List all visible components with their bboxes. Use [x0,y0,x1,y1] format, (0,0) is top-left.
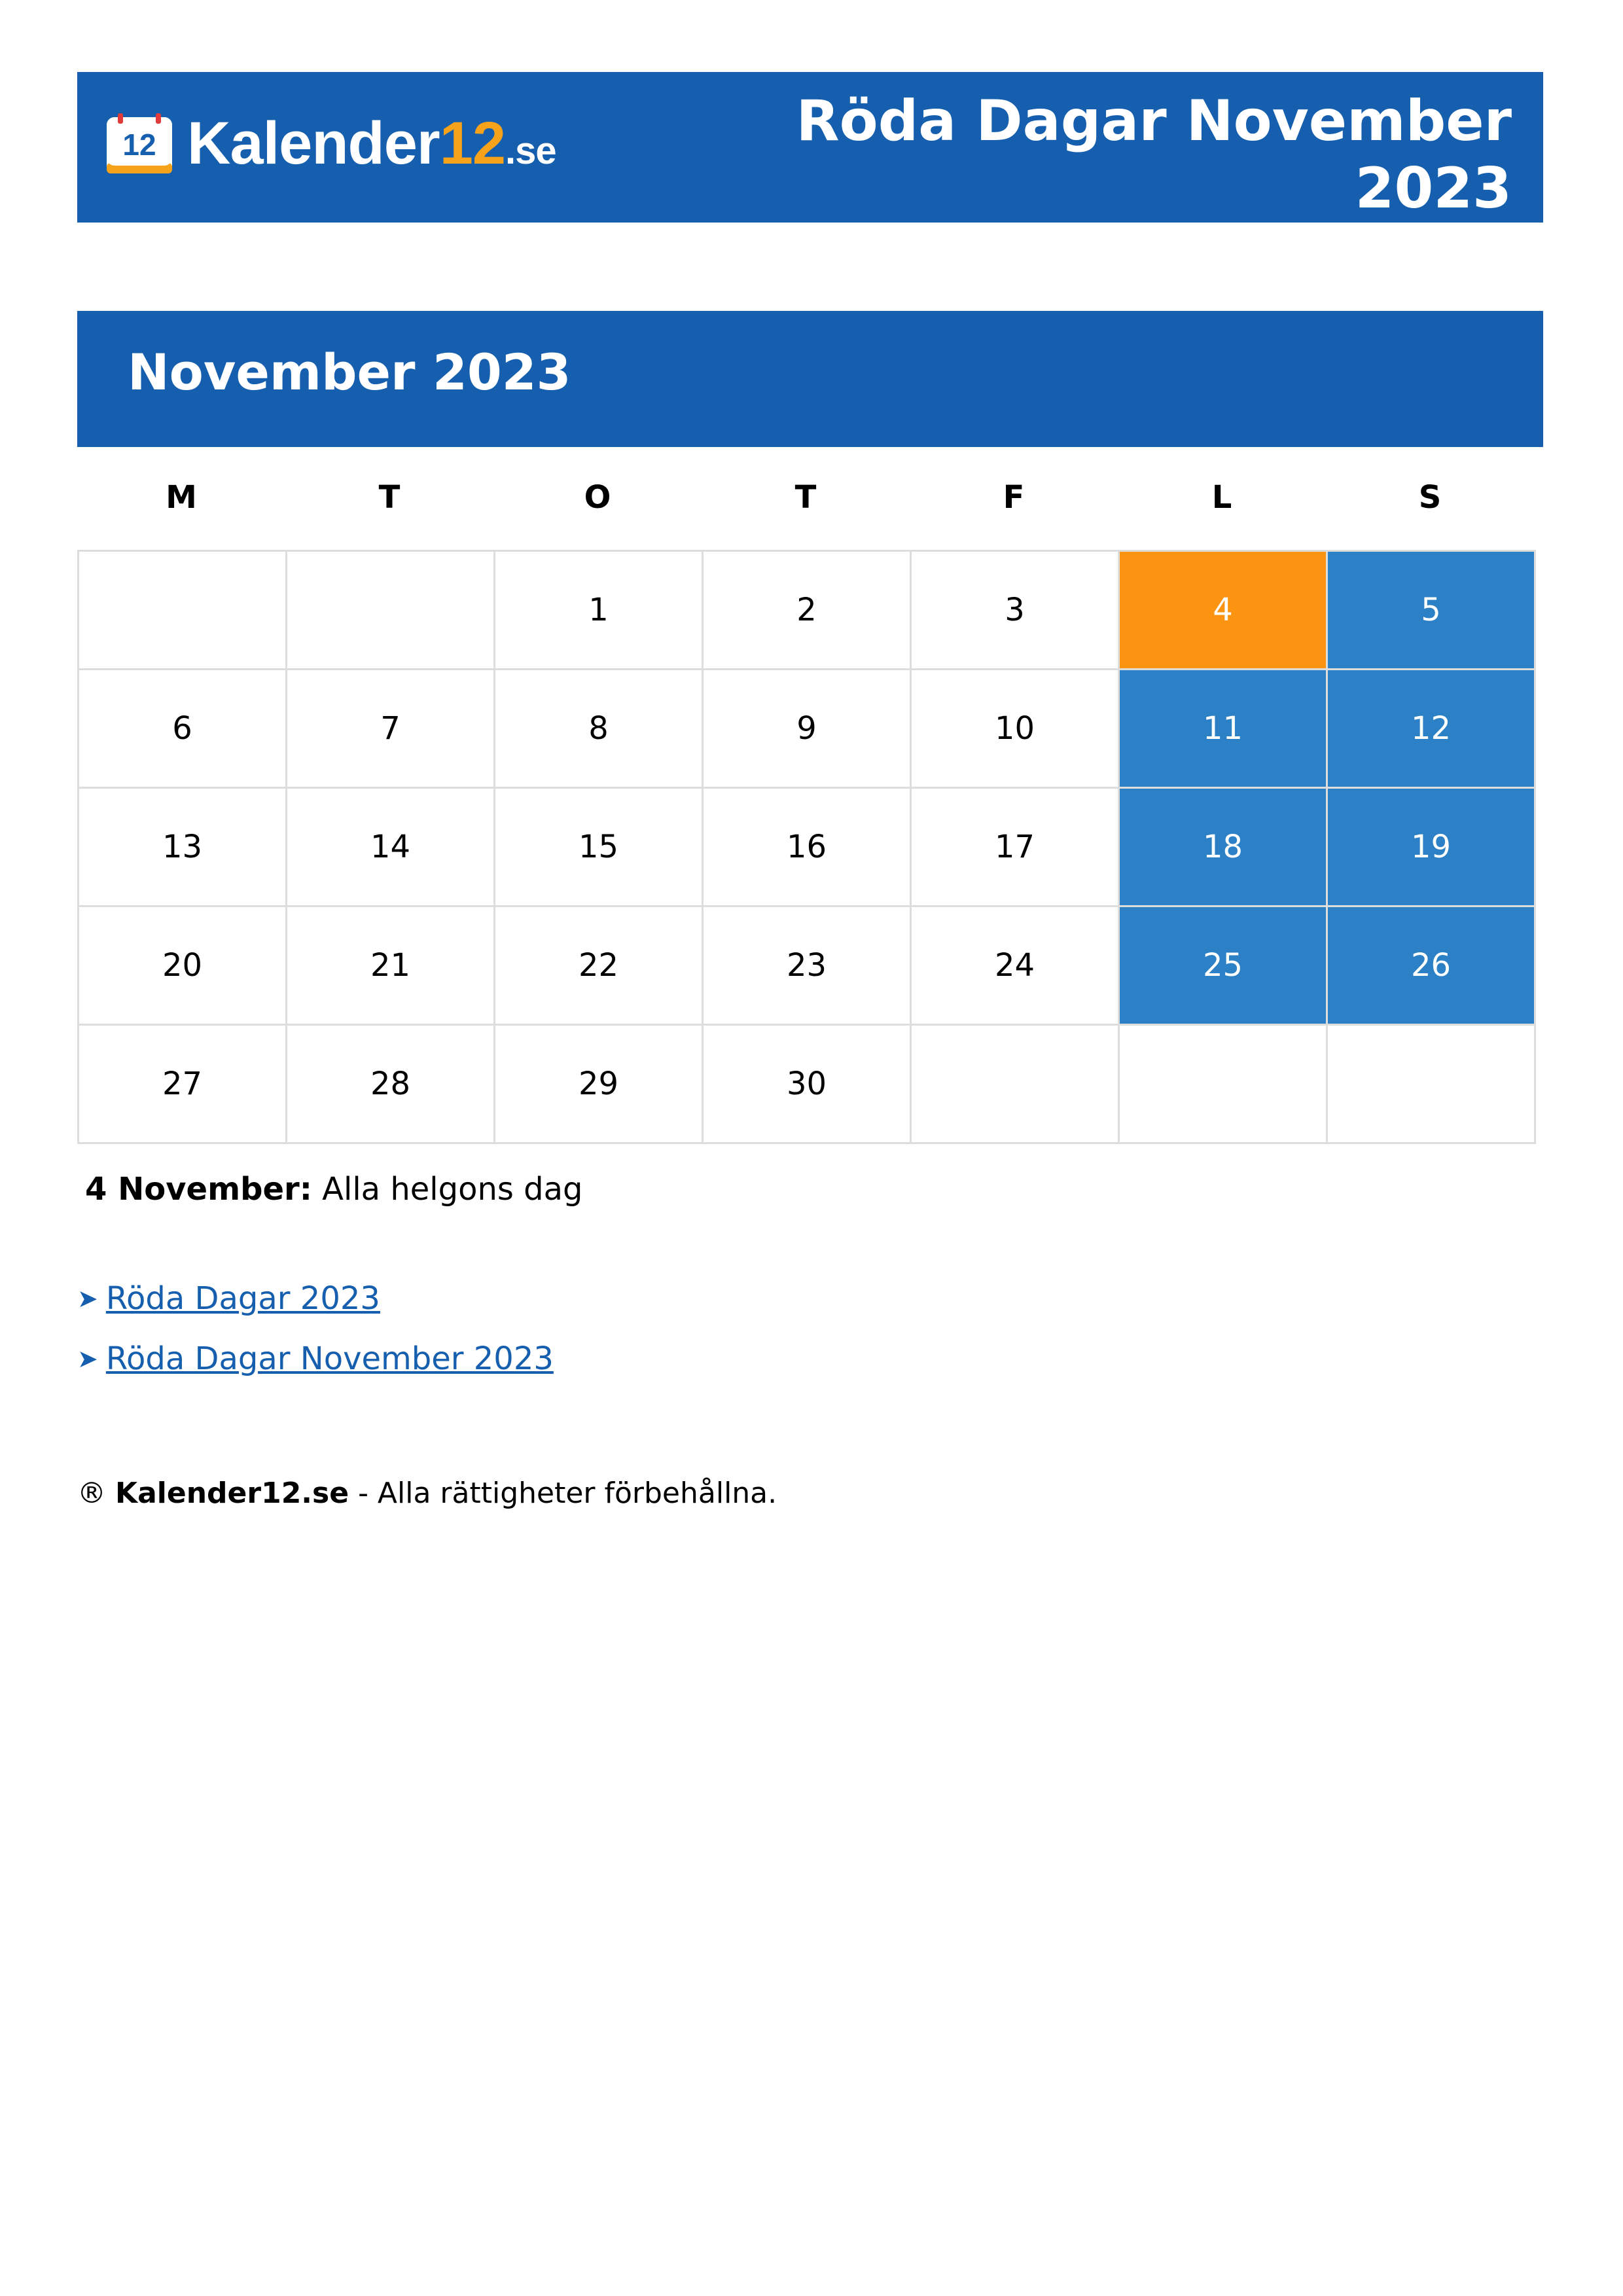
arrow-right-icon: ➤ [77,1344,98,1373]
weekday-thursday: T [794,479,817,516]
calendar-day-weekend: 19 [1327,788,1535,906]
calendar-day-weekend: 25 [1119,906,1327,1025]
holiday-note-name: Alla helgons dag [322,1171,583,1208]
calendar-day: 28 [287,1025,495,1143]
month-title: November 2023 [128,343,571,401]
calendar-day: 15 [495,788,703,906]
weekday-friday: F [1003,479,1025,516]
calendar-day [911,1025,1119,1143]
calendar-day: 29 [495,1025,703,1143]
calendar-week [79,1025,1535,1143]
weekday-header-row [77,475,1534,520]
weekday-sunday: S [1418,479,1442,516]
site-header [77,72,1543,223]
link-roda-dagar-november-2023[interactable]: Röda Dagar November 2023 [105,1340,554,1377]
calendar-day: 7 [287,670,495,788]
logo-tld: .se [505,130,556,172]
related-link-item [77,1329,554,1389]
calendar-day: 13 [79,788,287,906]
site-logo[interactable] [105,107,556,179]
calendar-day: 23 [703,906,911,1025]
weekday-monday: M [166,479,197,516]
calendar-day: 1 [495,551,703,670]
calendar-day: 8 [495,670,703,788]
logo-wordmark [187,110,556,177]
calendar-day-weekend: 18 [1119,788,1327,906]
calendar-day: 14 [287,788,495,906]
footer-text: - Alla rättigheter förbehållna. [358,1477,777,1510]
calendar-day [1327,1025,1535,1143]
calendar-week [79,551,1535,670]
calendar-day-weekend: 5 [1327,551,1535,670]
calendar-week [79,788,1535,906]
holiday-note-date: 4 November: [85,1171,312,1208]
calendar-day: 30 [703,1025,911,1143]
calendar-day: 6 [79,670,287,788]
calendar-day [287,551,495,670]
related-link-item [77,1268,554,1329]
calendar-day-weekend: 11 [1119,670,1327,788]
calendar-day-holiday: 4 [1119,551,1327,670]
calendar-day: 2 [703,551,911,670]
link-roda-dagar-2023[interactable]: Röda Dagar 2023 [105,1280,380,1317]
registered-symbol: ® [77,1477,106,1510]
calendar-day: 17 [911,788,1119,906]
calendar-grid [77,550,1536,1144]
calendar-day: 20 [79,906,287,1025]
holiday-note [85,1166,583,1212]
calendar-day: 9 [703,670,911,788]
calendar-day: 21 [287,906,495,1025]
footer-copyright [77,1473,777,1515]
weekday-saturday: L [1211,479,1232,516]
calendar-day [79,551,287,670]
calendar-week [79,906,1535,1025]
weekday-tuesday: T [378,479,401,516]
calendar-day: 10 [911,670,1119,788]
calendar-day [1119,1025,1327,1143]
month-header [77,311,1543,447]
footer-brand: Kalender12.se [115,1477,349,1510]
logo-name: Kalender [187,110,440,177]
calendar-day: 22 [495,906,703,1025]
arrow-right-icon: ➤ [77,1284,98,1313]
weekday-wednesday: O [584,479,611,516]
related-links [77,1268,554,1389]
calendar-day: 24 [911,906,1119,1025]
calendar-icon [105,112,174,175]
calendar-day: 16 [703,788,911,906]
calendar-day-weekend: 12 [1327,670,1535,788]
calendar-day: 3 [911,551,1119,670]
calendar-week [79,670,1535,788]
calendar-icon-number: 12 [122,128,156,162]
logo-number: 12 [439,110,506,177]
calendar-day: 27 [79,1025,287,1143]
page-title: Röda Dagar November 2023 [796,88,1512,221]
calendar-day-weekend: 26 [1327,906,1535,1025]
